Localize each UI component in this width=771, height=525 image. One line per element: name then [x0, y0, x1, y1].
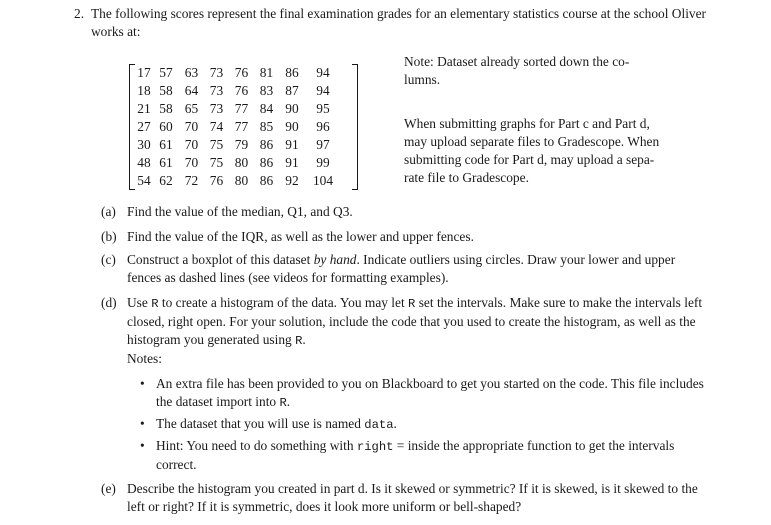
sorted-note: [404, 53, 704, 89]
b3-code: right: [356, 440, 394, 454]
dataset-cell: 73: [209, 101, 224, 116]
part-e-text: Describe the histogram you created in part d. Is it skewed or symmetric? If it is skewed, is it skewed to the left or right? If it is symmetric, does it look more uniform or bell-shaped?: [127, 481, 698, 514]
dataset-cell: 80: [234, 173, 249, 188]
dataset-cell: 70: [184, 137, 199, 152]
dataset-cell: 84: [259, 101, 274, 116]
part-d-label: (d): [101, 295, 117, 310]
dataset-cell: 95: [316, 101, 330, 116]
bullet-dot: •: [140, 438, 145, 453]
b1-code: R: [279, 396, 287, 410]
dataset-cell: 79: [234, 137, 249, 152]
dataset-matrix: [129, 64, 358, 190]
dataset-cell: 58: [159, 83, 173, 98]
intro-text: The following scores represent the final examination grades for an elementary statistics course at the school Oliver works at:: [91, 6, 707, 39]
part-b-text: Find the value of the IQR, as well as the lower and upper fences.: [127, 229, 474, 244]
part-c-post: . Indicate outliers using circles. Draw your lower and upper fences as dashed lines (see videos for formatting examples).: [127, 252, 676, 285]
dataset-cell: 76: [234, 65, 249, 80]
dataset-cell: 65: [184, 101, 199, 116]
dataset-cell: 76: [234, 83, 249, 98]
note1-line1: Note: Dataset already sorted down the co-: [404, 54, 630, 69]
dataset-cell: 92: [285, 173, 299, 188]
part-d-t2: to create a histogram of the data. You may let: [158, 295, 409, 310]
dataset-cell: 77: [234, 119, 249, 134]
right-bracket: [352, 64, 358, 190]
note2-line4: rate file to Gradescope.: [404, 170, 529, 185]
dataset-cell: 72: [184, 173, 199, 188]
part-d-t1: Use: [127, 295, 152, 310]
dataset-cell: 85: [259, 119, 274, 134]
dataset-cell: 86: [259, 137, 274, 152]
dataset-cell: 18: [137, 83, 151, 98]
part-d-code3: R: [295, 334, 303, 348]
b2-code: data: [364, 418, 394, 432]
part-d-code2: R: [408, 297, 416, 311]
dataset-cell: 17: [137, 65, 151, 80]
dataset-cell: 75: [209, 155, 224, 170]
dataset-cell: 86: [259, 173, 274, 188]
dataset-cell: 27: [137, 119, 151, 134]
submission-note: [404, 115, 704, 187]
dataset-cell: 62: [159, 173, 173, 188]
dataset-cell: 77: [234, 101, 249, 116]
dataset-cell: 58: [159, 101, 173, 116]
dataset-cell: 81: [259, 65, 274, 80]
dataset-cell: 57: [159, 65, 173, 80]
dataset-cell: 86: [285, 65, 299, 80]
note2-line2: may upload separate files to Gradescope. When: [404, 134, 660, 149]
dataset-cell: 91: [285, 137, 299, 152]
dataset-cell: 97: [316, 137, 330, 152]
dataset-cell: 61: [159, 137, 173, 152]
bullet-dot: •: [140, 376, 145, 391]
part-d-code1: R: [151, 297, 159, 311]
bullet-1-text: [156, 375, 708, 412]
part-d-t4: .: [302, 332, 306, 347]
part-a-label: (a): [101, 204, 116, 219]
dataset-cell: 94: [316, 65, 330, 80]
dataset-cell: 87: [285, 83, 299, 98]
dataset-cell: 86: [259, 155, 274, 170]
part-a-text: Find the value of the median, Q1, and Q3.: [127, 204, 353, 219]
dataset-cell: 48: [137, 155, 151, 170]
dataset-cell: 104: [312, 173, 334, 188]
part-b-label: (b): [101, 229, 117, 244]
dataset-cell: 21: [137, 101, 151, 116]
dataset-cell: 90: [285, 119, 299, 134]
part-d-text: [127, 294, 703, 350]
dataset-cell: 99: [316, 155, 330, 170]
dataset-cell: 30: [137, 137, 151, 152]
dataset-cell: 96: [316, 119, 330, 134]
dataset-cell: 83: [259, 83, 274, 98]
part-d-t3: set the intervals. Make sure to make the intervals left closed, right open. For your solution, include the code that you used to create the histogram, as well as the histogram you generated using: [127, 295, 703, 347]
question-intro: [91, 5, 731, 41]
b2-pre: The dataset that you will use is named: [156, 416, 365, 431]
bullet-3-text: [156, 437, 708, 474]
part-c-emphasis: by hand: [313, 252, 357, 267]
dataset-grid: [135, 64, 341, 190]
dataset-cell: 73: [209, 83, 224, 98]
dataset-cell: 70: [184, 155, 199, 170]
part-c-text: [127, 251, 703, 287]
b2-post: .: [393, 416, 397, 431]
part-c-label: (c): [101, 252, 116, 267]
b1-pre: An extra file has been provided to you on Blackboard to get you started on the code. This file includes the dataset import into: [156, 376, 704, 409]
dataset-cell: 80: [234, 155, 249, 170]
b3-post: = inside the appropriate function to get the intervals correct.: [156, 438, 675, 472]
dataset-cell: 90: [285, 101, 299, 116]
note2-line1: When submitting graphs for Part c and Part d,: [404, 116, 650, 131]
dataset-cell: 64: [184, 83, 199, 98]
bullet-2-text: [156, 415, 708, 434]
dataset-cell: 54: [137, 173, 151, 188]
dataset-cell: 70: [184, 119, 199, 134]
part-c-pre: Construct a boxplot of this dataset: [127, 252, 314, 267]
dataset-cell: 76: [209, 173, 224, 188]
dataset-cell: 91: [285, 155, 299, 170]
dataset-cell: 63: [184, 65, 199, 80]
dataset-cell: 73: [209, 65, 224, 80]
note1-line2: lumns.: [404, 72, 441, 87]
dataset-cell: 75: [209, 137, 224, 152]
dataset-cell: 94: [316, 83, 330, 98]
notes-label: Notes:: [127, 351, 162, 366]
dataset-cell: 60: [159, 119, 173, 134]
dataset-cell: 74: [209, 119, 224, 134]
b3-pre: Hint: You need to do something with: [156, 438, 357, 453]
bullet-dot: •: [140, 416, 145, 431]
dataset-cell: 61: [159, 155, 173, 170]
question-number: 2.: [74, 6, 85, 21]
b1-post: .: [286, 394, 291, 409]
part-e-label: (e): [101, 481, 116, 496]
note2-line3: submitting code for Part d, may upload a sepa-: [404, 152, 655, 167]
